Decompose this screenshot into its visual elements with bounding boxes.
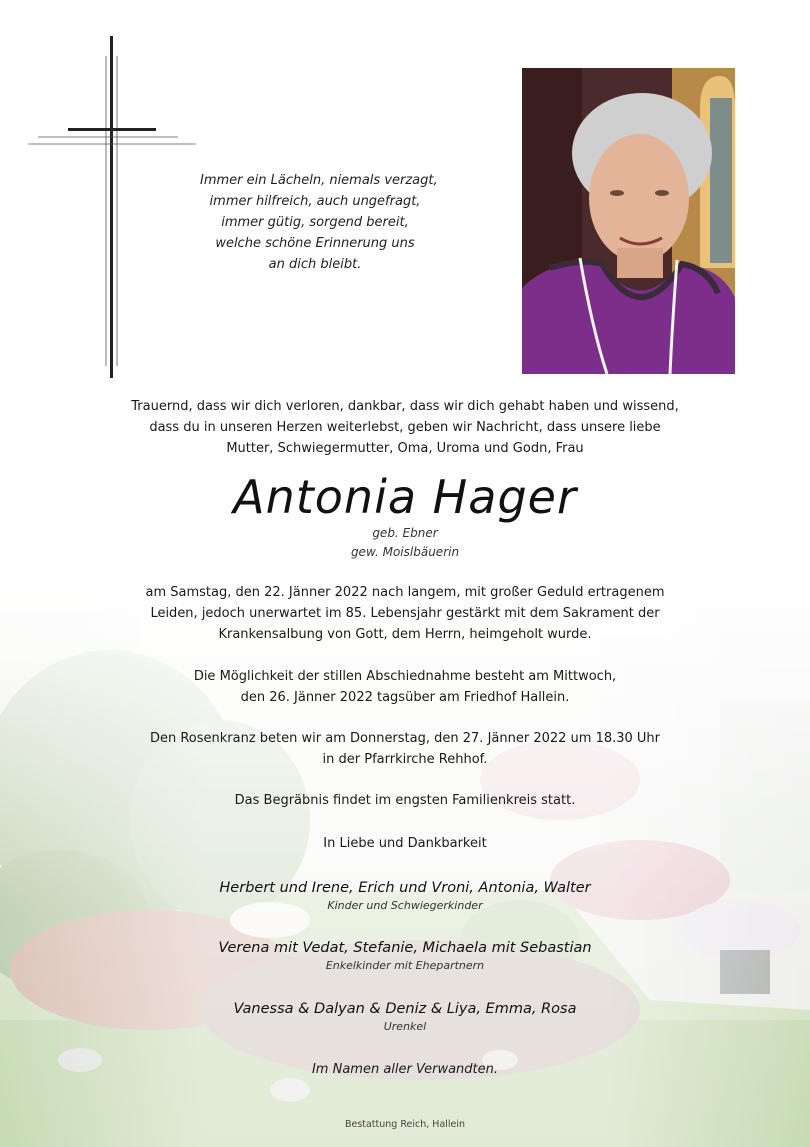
burial-notice: Das Begräbnis findet im engsten Familienkreis statt. [234, 793, 576, 808]
intro-line: Mutter, Schwiegermutter, Oma, Uroma und Godn, Frau [226, 441, 584, 456]
mourner-group [0, 999, 810, 1034]
poem-line: Immer ein Lächeln, niemals verzagt, [200, 173, 438, 188]
mourner-group [0, 878, 810, 913]
cross-icon [28, 36, 198, 378]
mourner-group [0, 938, 810, 973]
memorial-poem [200, 170, 438, 275]
relatives-line: Im Namen aller Verwandten. [311, 1062, 499, 1077]
mourner-names: Herbert und Irene, Erich und Vroni, Antonia, Walter [219, 880, 591, 896]
intro-text [0, 396, 810, 459]
mourner-names: Vanessa & Dalyan & Deniz & Liya, Emma, Rosa [233, 1001, 577, 1017]
portrait-photo [522, 68, 735, 374]
poem-line: immer gütig, sorgend bereit, [221, 215, 409, 230]
mourner-relation: Enkelkinder mit Ehepartnern [325, 959, 485, 972]
mourner-relation: Kinder und Schwiegerkinder [327, 899, 483, 912]
intro-line: Trauernd, dass wir dich verloren, dankbar, dass wir dich gehabt haben und wissend, [131, 399, 679, 414]
poem-line: immer hilfreich, auch ungefragt, [209, 194, 421, 209]
deceased-name: Antonia Hager [233, 470, 577, 524]
poem-line: welche schöne Erinnerung uns [215, 236, 415, 251]
intro-line: dass du in unseren Herzen weiterlebst, geben wir Nachricht, dass unsere liebe [149, 420, 661, 435]
mourner-relation: Urenkel [383, 1020, 427, 1033]
former-title: gew. Moislbäuerin [350, 545, 460, 559]
death-notice [0, 582, 810, 645]
rosary-notice [0, 728, 810, 770]
birth-name: geb. Ebner [372, 526, 438, 540]
mourner-names: Verena mit Vedat, Stefanie, Michaela mit Sebastian [218, 940, 592, 956]
farewell-notice [0, 666, 810, 708]
death-line: Krankensalbung von Gott, dem Herrn, heimgeholt wurde. [218, 627, 592, 642]
undertaker-credit: Bestattung Reich, Hallein [344, 1119, 466, 1130]
farewell-line: Die Möglichkeit der stillen Abschiednahme besteht am Mittwoch, [193, 669, 617, 684]
rosary-line: Den Rosenkranz beten wir am Donnerstag, den 27. Jänner 2022 um 18.30 Uhr [149, 731, 661, 746]
deceased-details [0, 524, 810, 562]
death-line: am Samstag, den 22. Jänner 2022 nach langem, mit großer Geduld ertragenem [145, 585, 665, 600]
death-line: Leiden, jedoch unerwartet im 85. Lebensjahr gestärkt mit dem Sakrament der [150, 606, 660, 621]
farewell-line: den 26. Jänner 2022 tagsüber am Friedhof Hallein. [240, 690, 570, 705]
poem-line: an dich bleibt. [268, 257, 362, 272]
rosary-line: in der Pfarrkirche Rehhof. [322, 752, 488, 767]
closing-line: In Liebe und Dankbarkeit [323, 836, 487, 851]
